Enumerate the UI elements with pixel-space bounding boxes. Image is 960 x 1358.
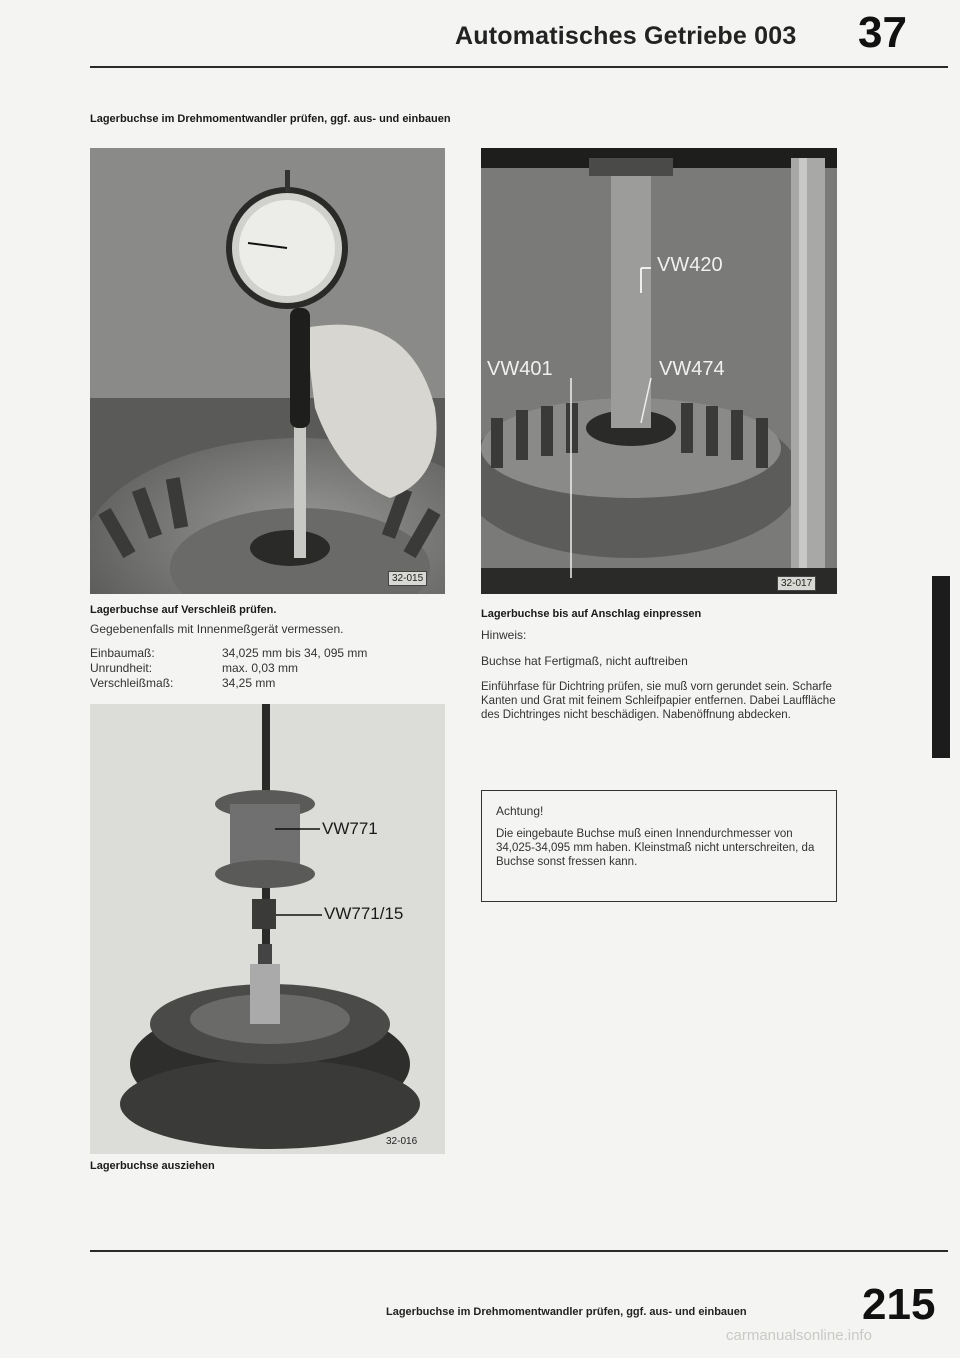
caption-measure-note: Gegebenenfalls mit Innenmeßgerät vermessen. [90,622,344,636]
warning-text: Die eingebaute Buchse muß einen Innendurchmesser von 34,025-34,095 mm haben. Kleinstmaß nicht unterschreiten, da Buchse sonst fressen kann. [496,828,815,868]
note-line: Buchse hat Fertigmaß, nicht auftreiben [481,654,688,668]
spec-label: Verschleißmaß: [90,676,174,690]
section-heading: Lagerbuchse im Drehmomentwandler prüfen, ggf. aus- und einbauen [90,113,451,125]
photo-press-bushing [481,148,837,594]
callout-vw401: VW401 [487,358,553,380]
footer-section-title: Lagerbuchse im Drehmomentwandler prüfen, ggf. aus- und einbauen [386,1306,747,1318]
callout-vw420: VW420 [657,254,723,276]
spec-value: 34,025 mm bis 34, 095 mm [222,646,368,660]
dial-gauge-illustration [90,148,445,594]
spec-label: Unrundheit: [90,661,153,675]
callout-vw771: VW771 [322,819,378,838]
figure-number: 32-016 [386,1136,418,1147]
callout-vw474: VW474 [659,358,725,380]
puller-illustration [90,704,445,1154]
note-paragraph: Einführfase für Dichtring prüfen, sie muß vorn gerundet sein. Scharfe Kanten und Grat mit feinem Schleifpapier entfernen. Dabei Lauffläche des Dichtringes nicht beschädigen. Nabenöffnung abdecken. [481,681,836,721]
watermark: carmanualsonline.info [726,1327,872,1344]
spec-value: 34,25 mm [222,676,276,690]
photo-dial-gauge [90,148,445,594]
photo-puller [90,704,445,1154]
caption-press-in: Lagerbuchse bis auf Anschlag einpressen [481,608,702,620]
figure-number: 32-017 [777,576,816,591]
footer-rule [90,1250,948,1252]
warning-title: Achtung! [496,804,544,818]
spec-value: max. 0,03 mm [222,661,299,675]
spec-label: Einbaumaß: [90,646,155,660]
spec-row [90,676,367,691]
spec-row [90,646,367,661]
spec-row [90,661,367,676]
page-number: 215 [862,1280,936,1329]
header-rule [90,66,948,68]
warning-box [481,790,837,902]
chapter-number: 37 [858,8,907,57]
chapter-side-tab [932,576,950,758]
figure-number: 32-015 [388,571,427,586]
callout-vw771-15: VW771/15 [324,904,404,923]
note-label: Hinweis: [481,628,527,642]
caption-wear-check: Lagerbuchse auf Verschleiß prüfen. [90,604,277,616]
caption-pull-out: Lagerbuchse ausziehen [90,1160,215,1172]
spec-list [90,646,367,691]
chapter-title: Automatisches Getriebe 003 [455,22,797,50]
